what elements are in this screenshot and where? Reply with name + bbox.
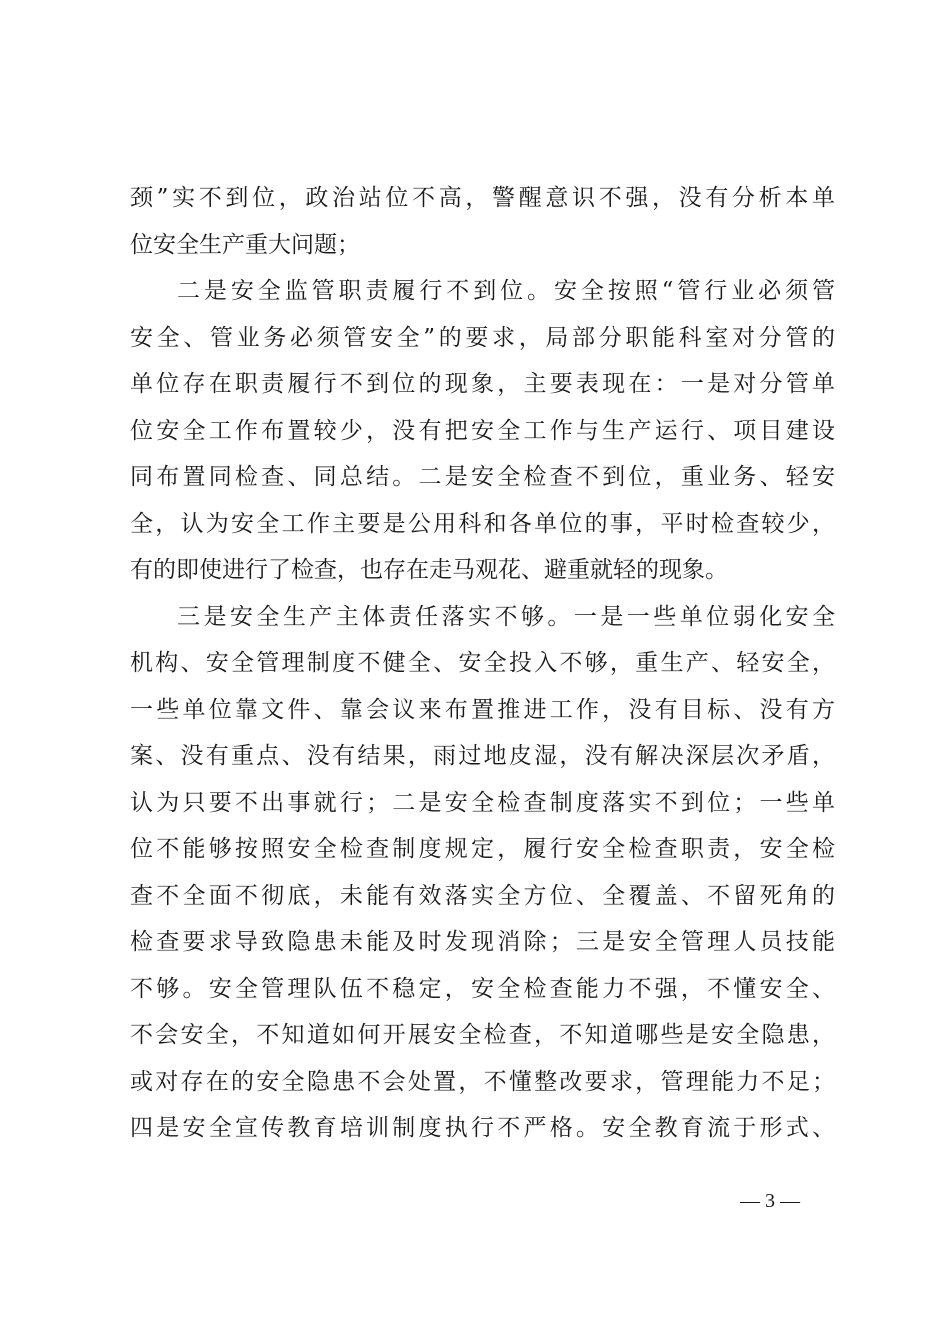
text-line: 位安全生产重大问题； [130,231,360,258]
text-line: 颈”实不到位，政治站位不高，警醒意识不强，没有分析本单 [130,185,835,211]
text-line: 位不能够按照安全检查制度规定，履行安全检查职责，安全检 [130,836,835,862]
text-line: 一些单位靠文件、靠会议来布置推进工作，没有目标、没有方 [130,696,835,723]
text-line: 位安全工作布置较少，没有把安全工作与生产运行、项目建设 [130,417,835,444]
text-line: 安全、管业务必须管安全”的要求，局部分职能科室对分管的 [130,324,835,351]
text-line: 机构、安全管理制度不健全、安全投入不够，重生产、轻安全， [130,650,835,676]
text-line: 全，认为安全工作主要是公用科和各单位的事，平时检查较少， [130,510,835,537]
text-line: 不够。安全管理队伍不稳定，安全检查能力不强，不懂安全、 [130,975,835,1002]
text-line: 案、没有重点、没有结果，雨过地皮湿，没有解决深层次矛盾， [130,743,835,769]
paragraph-start-line: 三是安全生产主体责任落实不够。一是一些单位弱化安全 [177,603,835,630]
text-line: 不会安全，不知道如何开展安全检查，不知道哪些是安全隐患， [130,1022,835,1048]
text-line: 同布置同检查、同总结。二是安全检查不到位，重业务、轻安 [130,464,835,490]
page-number: — 3 — [740,1190,800,1212]
text-line: 检查要求导致隐患未能及时发现消除；三是安全管理人员技能 [130,929,835,955]
paragraph-start-line: 二是安全监管职责履行不到位。安全按照“管行业必须管 [177,278,835,304]
text-line: 四是安全宣传教育培训制度执行不严格。安全教育流于形式、 [130,1115,835,1141]
text-line: 查不全面不彻底，未能有效落实全方位、全覆盖、不留死角的 [130,882,835,909]
text-line: 认为只要不出事就行；二是安全检查制度落实不到位；一些单 [130,789,835,816]
text-line: 有的即使进行了检查，也存在走马观花、避重就轻的现象。 [130,557,728,583]
text-line: 单位存在职责履行不到位的现象，主要表现在：一是对分管单 [130,371,835,397]
text-line: 或对存在的安全隐患不会处置，不懂整改要求，管理能力不足； [130,1068,835,1095]
body-text [130,175,835,1152]
